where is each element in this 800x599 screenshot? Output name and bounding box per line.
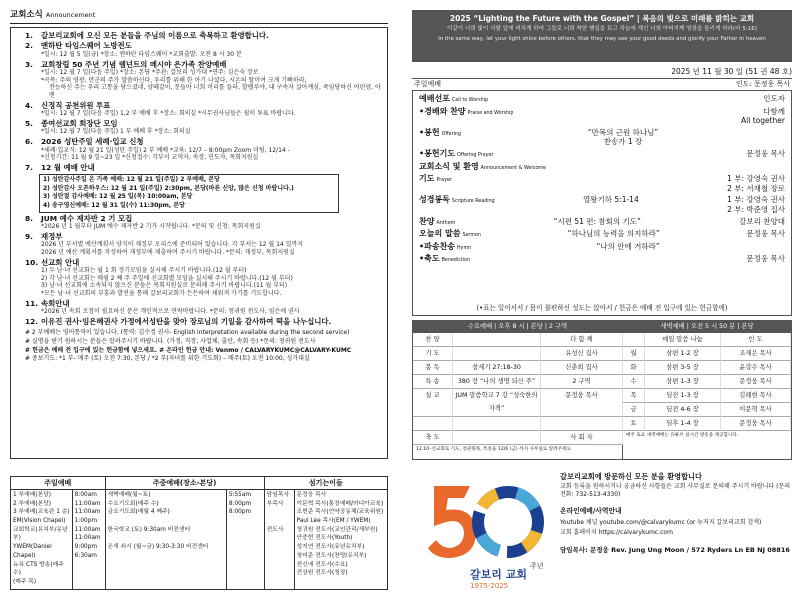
december-schedule-item: 1) 성탄감사주일 온 가족 예배: 12 월 21 일(주일) 2 부예배, 본당	[43, 176, 220, 184]
wednesday-cell: 문정웅 목사	[541, 389, 623, 417]
weekday-service-time	[229, 543, 262, 552]
wednesday-cell: JUM 말씀학교 7 강 “성숙한의 자격”	[453, 389, 541, 417]
anniversary-logo-graphic	[412, 464, 562, 590]
announcement-number: 3.	[25, 59, 33, 69]
announcement-heading	[25, 258, 381, 267]
dawn-cell	[623, 333, 645, 347]
sunday-service-time: 1:00pm	[74, 518, 98, 525]
order-label	[419, 128, 461, 138]
wednesday-note: 12.10–선교회로 기도, 청관원목, 특송을 12/6 (금) 까지 사무실로 알려주세요	[416, 447, 571, 453]
order-leader: 문정웅 목사	[746, 254, 785, 264]
wednesday-cell	[541, 417, 623, 431]
announcement-item	[25, 317, 381, 326]
wednesday-service	[413, 321, 623, 459]
announcement-heading-text: 2026 성탄주일 세례·입교 신청	[41, 137, 144, 147]
order-leader: 다함께 All together	[741, 106, 785, 125]
staff-role	[267, 534, 292, 543]
wednesday-header: 수요예배 | 오후 8 시 | 본당 | 2 구역	[413, 321, 622, 333]
order-label-kr: 교회소식 및 환영	[419, 161, 479, 171]
dawn-cell: 김례현 목사	[721, 389, 791, 403]
announcement-note: # 중보기도: *1 부- 매주 (토) 오전 7:30, 본당 / *2 부(자녀를 위한 기도회) – 매주(토) 오전 10:00, 성가대실	[25, 355, 310, 363]
staff-role	[267, 552, 292, 561]
order-row	[419, 242, 785, 252]
announcement-header	[10, 10, 388, 24]
sunday-service-name: EM(Vision Chapel)	[13, 518, 66, 525]
announcement-heading	[25, 232, 381, 241]
homepage-link[interactable]: 교회 홈페이지 https://calvarykumc.com	[560, 529, 673, 537]
staff-name: 청귀원 전도사(교인관리/새부원)	[296, 526, 378, 533]
announcement-item	[25, 101, 381, 118]
announcement-number: 5.	[25, 119, 33, 128]
order-row	[419, 107, 785, 126]
ministry-header-weekday: 주중예배(장소-본당)	[106, 477, 265, 489]
december-schedule-item: 4) 송구영신예배: 12 월 31 일(수) 11:30pm, 본당	[43, 202, 185, 210]
dawn-cell: 이문혁 목사	[721, 403, 791, 417]
issue-date: 2025 년 11 월 30 일 (51 권 48 호)	[671, 67, 792, 76]
order-label	[419, 254, 470, 264]
announcement-item	[25, 31, 381, 40]
announcement-heading-text: 종여선교회 회장단 모임	[41, 119, 118, 128]
weekday-service-name: 한국학교 (토) 9:30am 비전센터	[107, 526, 191, 533]
announcement-heading	[25, 119, 381, 128]
sunday-service-name: YWEM(Daniel Chapel)	[13, 544, 52, 559]
announcement-item	[25, 258, 381, 297]
order-label-kr: •파송찬송	[419, 241, 456, 251]
order-label-en: Offering Prayer	[457, 153, 494, 159]
announcement-heading	[25, 317, 381, 326]
order-content: “하나님의 능력을 의지하라”	[567, 229, 660, 239]
wednesday-cell	[453, 333, 541, 347]
order-row	[419, 195, 785, 214]
wednesday-cell: 기 도	[413, 347, 453, 361]
order-label-kr: 기도	[419, 174, 435, 184]
order-leader: 문정웅 목사	[746, 149, 785, 159]
announcement-heading	[25, 214, 381, 223]
staff-name: 조현준 목사(언약공동체/교육위원)	[296, 509, 384, 516]
wednesday-cell: 창세기 27:18-30	[453, 361, 541, 375]
announcement-detail: *신청기간: 11 월 9 일~23 일 *신청접수: 각부서 교역자, 속장, 민도자, 목회지원실	[41, 154, 259, 162]
worship-label: 주일예배	[414, 80, 442, 89]
ministry-header-sunday: 주일예배	[11, 477, 106, 489]
announcement-heading-text: 교회창립 50 주년 기념 렘넌트의 메시야 은가족 찬양예배	[41, 59, 227, 69]
banner-verse-en: In the same way, let your light shine before others, that they may see your good deeds and glorify your Father in heaven	[438, 36, 766, 43]
order-leader: 문정웅 목사	[746, 229, 785, 239]
staff-name: 문정웅 목사	[296, 492, 327, 498]
announcement-number: 2.	[25, 41, 33, 51]
announcement-note: # 실명을 받기 원하시는 분들은 알려주시기 바랍니다. (가정, 직장, 사업체, 출산, 속회 등) *문의: 청귀원 전도사	[25, 338, 316, 346]
order-row	[419, 174, 785, 193]
december-schedule	[39, 174, 339, 213]
announcement-heading	[25, 163, 381, 172]
order-label-en: Prayer	[436, 178, 452, 184]
welcome-text: 교회 등록을 원하시거나 궁금하신 사항들은 교회 사무실로 문의해 주시기 바랍니다 (문의전화: 732-513-4330)	[560, 483, 791, 499]
announcement-number: 4.	[25, 100, 33, 110]
announcement-detail: *세례·입교식: 12 월 21 일(성탄 주일) 2 부 예배 *교육: 12/7 – 8:00pm Zoom 미팅, 12/14 -	[41, 146, 290, 154]
order-row	[419, 149, 785, 159]
pastor-address: 담임목사: 문정웅 Rev. Jung Ung Moon / 572 Ryders Ln EB NJ 08816	[560, 545, 790, 554]
staff-name: 성지연 전도사(유년유치부)	[296, 544, 365, 551]
announcement-heading	[25, 31, 381, 40]
announcement-heading-text: 신정직 공천위원 투표	[41, 100, 111, 110]
order-content: “시편 51 편: 참회의 기도”	[553, 216, 641, 226]
dawn-cell: 인 도	[721, 333, 791, 347]
announcement-detail: 2026 년 예산 계획서를 작성하여 재정부에 제출하여 주시기 바랍니다. *문의: 재정부, 목회지원실	[41, 248, 295, 256]
wednesday-cell: 2 구역	[541, 375, 623, 389]
dawn-cell: 삼편 3-5 장	[645, 361, 721, 375]
dawn-cell: 윤강수 목사	[721, 361, 791, 375]
dawn-note: 매주 토요 새벽예배는 유튜브 실시간 방송을 제공합니다.	[626, 433, 739, 439]
order-label-en: Scripture Reading	[451, 199, 495, 205]
order-content: “만복의 근원 하나님” 찬송가 1 장	[587, 127, 659, 147]
announcement-detail: *곡목: 주의 영광, 만군의 주가 말씀하신다, 우리를 위해 한 아기 나셨다, 시온의 딸이여 크게 기뻐하라,	[41, 76, 307, 84]
announcement-detail: *2026 년 1 월부터 JUM 예수 제자반 2 기가 시작됩니다. *문의 및 신청: 목회지원실	[41, 223, 261, 231]
order-label	[419, 229, 481, 239]
order-label-kr: •봉헌	[419, 127, 440, 137]
announcement-detail: *2026 년 속회 조정이 필요하신 분은 개인적으로 연락바랍니다. *문의: 청귀원 전도사, 임은애 권사	[41, 308, 300, 316]
order-label-en: Praise and Worship	[467, 110, 514, 116]
dawn-cell: 딤전 4-6 장	[645, 403, 721, 417]
order-leader: 1 부: 강영숙 권사 2 부: 서재철 장로	[727, 174, 785, 193]
sunday-service-name: (매주 목)	[13, 578, 37, 585]
announcement-detail: *모든 남·녀 선교회의 부흥과 발전을 통해 갈보리교회가 든든하여 세워져 가기를 기도합니다.	[41, 289, 282, 297]
weekday-service-name: 온새 쇠시 (월~금) 9:30-3:30 비전센터	[107, 544, 209, 551]
order-label	[419, 217, 455, 227]
wednesday-cell: 신춘희 집사	[541, 361, 623, 375]
order-label-en: Anthem	[436, 220, 456, 226]
wednesday-cell	[453, 347, 541, 361]
dawn-service	[623, 321, 791, 459]
order-label-kr: 찬양	[419, 216, 435, 226]
wednesday-cell: 다 함 께	[541, 333, 623, 347]
december-schedule-item: 2) 성탄감사 오픈하우스: 12 월 21 일(주일) 2:30pm, 본당(바른 신앙, 많은 신청 바랍니다.)	[43, 184, 294, 192]
order-leader: 1 부: 강영숙 권사 2 부: 박준영 집사	[727, 195, 785, 214]
announcement-item	[25, 41, 381, 58]
sunday-times	[73, 490, 106, 589]
ministry-header-staff: 섬기는이들	[308, 479, 343, 487]
order-label-en: Announcement & Welcome	[480, 165, 546, 171]
service-tables	[412, 320, 792, 460]
staff-role	[267, 517, 292, 526]
announcement-detail: *일시: 12 월 7 일(다음 주일) *장소: 본당 *주관: 갈보리 성가대 *연주: 김은숙 장로	[41, 69, 259, 77]
sunday-service-time: 11:00am	[74, 509, 101, 516]
order-label-en: Hymn	[457, 245, 472, 251]
dawn-cell: 수	[623, 375, 645, 389]
worship-leader: 인도: 문정웅 목사	[735, 80, 790, 89]
staff-name: 이문혁 목사(통장예배/러디아교육)	[296, 500, 384, 507]
weekday-service-name	[108, 534, 224, 543]
announcement-title-en: Announcement	[45, 11, 96, 19]
order-row	[419, 128, 785, 147]
order-footnote: (•표는 일어서서 / 몸이 불편하신 성도는 앉아서 / 헌금은 예배 전 입구에 있는 헌금함에)	[476, 303, 728, 312]
staff-role: 부목사	[266, 500, 284, 507]
order-label-kr: 오늘의 말씀	[419, 229, 461, 239]
sunday-service-name: 1 부예배(본당)	[13, 492, 52, 498]
staff-role	[267, 561, 292, 570]
online-title: 온라인예배/사역안내	[560, 507, 622, 516]
announcement-number: 12.	[25, 317, 39, 327]
announcement-title: 교회소식	[10, 10, 43, 20]
order-label	[419, 149, 493, 159]
wednesday-cell	[413, 417, 453, 431]
sunday-service-name: 2 부예배(본당)	[13, 500, 52, 507]
order-label-kr: •축도	[419, 254, 440, 264]
announcement-heading-text: JUM 예수 제자반 2 기 모집	[41, 213, 133, 223]
sunday-service-name: 뉴욕 CTS 방송(매주 수)	[13, 561, 64, 577]
weekday-service-time	[229, 517, 262, 526]
order-label	[419, 94, 488, 104]
staff-name: Paul Lee 목사(EM / YWEM)	[296, 518, 371, 525]
wednesday-cell: 유성신 집사	[541, 347, 623, 361]
announcement-heading-text: 속회안내	[41, 298, 70, 308]
order-row	[419, 229, 785, 239]
dawn-cell: 문정웅 목사	[721, 375, 791, 389]
dawn-cell: 화	[623, 361, 645, 375]
announcement-heading-text: 선교회 안내	[41, 257, 80, 267]
staff-name: 전신애 전도사(수요)	[296, 561, 348, 568]
announcement-detail: 3) 남·녀 선교회에 소속되지 않으신 분들은 목회지원실로 문의해 주시기 바랍니다.(11 월 부터)	[41, 282, 288, 290]
weekday-service-time: 8:00pm	[228, 509, 252, 516]
banner-verse-kr: 이같이 너희 빛이 사람 앞에 비치게 하여 그들로 너희 착한 행실을 보고 하늘에 계신 너희 아버지께 영광을 돌리게 하라(마 5:16)	[446, 26, 758, 33]
order-label-kr: •봉헌기도	[419, 149, 456, 159]
announcement-item	[25, 60, 381, 99]
staff-names	[295, 490, 387, 589]
announcement-heading-text: 재정부	[41, 232, 63, 242]
announcement-heading	[25, 137, 381, 146]
order-label	[419, 242, 471, 252]
order-leader: 인도자	[763, 94, 785, 104]
order-label-en: Offering	[441, 131, 461, 137]
worship-header	[412, 78, 792, 91]
welcome-title: 갈보리교회에 방문하신 모든 분을 환영합니다	[560, 472, 702, 481]
order-label	[419, 107, 513, 117]
announcement-heading-text: 갈보리교회에 오신 모든 분들을 주님의 이름으로 축복하고 환영합니다.	[41, 30, 269, 40]
announcement-detail: 1) 두 남·녀 선교회는 월 1 회 정기모임을 실시해 주시기 바랍니다.(12 월 부터)	[41, 267, 247, 275]
staff-role	[267, 543, 292, 552]
announcement-item	[25, 232, 381, 256]
sunday-service-time: 9:00pm	[74, 544, 98, 551]
wednesday-cell: 찬 양	[413, 333, 453, 347]
staff-name: 안중현 전도사(Youth)	[296, 535, 353, 542]
staff-role	[267, 508, 292, 517]
wednesday-cell	[453, 431, 541, 445]
order-label-en: Sermon	[462, 233, 481, 239]
sunday-service-name: 3 부예배(교육관 1 층)	[13, 509, 70, 516]
wednesday-cell: 사 회 자	[541, 431, 623, 445]
order-row	[419, 254, 785, 264]
bulletin-front-page	[412, 10, 792, 590]
announcement-detail: 전능하신 주는 우리 고통을 당으셨네, 양떼같이, 문들아 너희 머리를 들라, 할렐루야, 내 구속자 살아계심, 죽임당하신 어린양, 아멘	[49, 84, 381, 99]
dawn-cell: 삼편 1-3 장	[645, 375, 721, 389]
sunday-service-name: 교회학교(유치부/유년부)	[13, 526, 68, 542]
order-label-en: Call to Worship	[451, 98, 489, 104]
announcement-detail: 2026 년 부서별 예산계획서 양식이 재정부 오피스에 준비되어 있습니다. 각 부서는 12 월 14 일까지	[41, 241, 304, 249]
announcement-list	[10, 27, 388, 459]
sunday-service-time: 11:00am	[74, 535, 101, 542]
dawn-cell: 딤전 1-3 장	[645, 389, 721, 403]
weekday-services	[106, 490, 227, 589]
wednesday-cell: 특 송	[413, 375, 453, 389]
logo-years: 1975-2025	[470, 582, 509, 590]
announcement-number: 8.	[25, 213, 33, 223]
weekday-service-time: 8:00pm	[228, 500, 252, 507]
announcement-item	[25, 163, 381, 172]
weekday-service-time	[229, 526, 262, 535]
banner-title: 2025 “Lighting the Future with the Gospel” | 복음의 빛으로 미래를 밝히는 교회	[449, 14, 755, 23]
weekday-service-name: 수요기도회(매주 수)	[107, 500, 159, 507]
staff-name: 청미준 전도사(찬양/유치부)	[296, 552, 367, 559]
wednesday-cell: 봉 독	[413, 361, 453, 375]
dawn-cell: 매일 말씀 나눔	[645, 333, 721, 347]
dawn-cell: 삼편 1-2 장	[645, 347, 721, 361]
announcement-notes	[25, 329, 381, 364]
sunday-service-time: 11:00am	[74, 500, 101, 507]
dawn-cell: 월	[623, 347, 645, 361]
order-label	[419, 162, 546, 172]
order-leader: 갈보리 찬양대	[739, 216, 785, 226]
order-of-worship	[412, 91, 792, 316]
announcement-heading	[25, 60, 381, 69]
announcement-detail: *일시: 12 월 7 일(다음 주일) 1,2 부 예배 후 *장소: 회의실 *시무권사님들은 필히 투표 바랍니다.	[41, 109, 296, 117]
wednesday-cell: 380 장 “나의 생명 되신 주”	[453, 375, 541, 389]
dawn-header: 새벽예배 | 오전 5 시 50 분 | 본당	[623, 321, 791, 333]
announcement-item	[25, 299, 381, 316]
order-label	[419, 195, 495, 205]
staff-roles	[265, 490, 295, 589]
weekday-service-name: 새벽예배(월~토)	[107, 492, 151, 498]
announcement-detail: *일시: 12 월 5 일(금) *장소: 맨하탄 타임스퀘어 *교회출발: 오전 8 시 30 분	[41, 50, 242, 58]
announcement-detail: 2) 각 남·녀 선교회는 매월 2 째 주 주일에 선교회별 모임을 실시해 주시기 바랍니다.(12 월 부터)	[41, 274, 293, 282]
announcement-item	[25, 137, 381, 161]
weekday-service-name	[108, 517, 224, 526]
announcement-number: 6.	[25, 137, 33, 147]
order-row	[419, 217, 785, 227]
order-label-kr: 예배선포	[419, 94, 450, 104]
dawn-cell: 토	[623, 417, 645, 431]
weekday-times	[227, 490, 265, 589]
weekday-service-name: 금요기도회(매월 4 째주)	[107, 509, 170, 516]
wednesday-cell: 설 교	[413, 389, 453, 417]
youtube-link[interactable]: Youtube 채널 youtube.com/@calvarykumc (or 뉴저지 갈보리교회 검색)	[560, 518, 762, 526]
order-label-kr: •경배와 찬양	[419, 106, 466, 116]
announcement-number: 7.	[25, 163, 33, 173]
announcement-item	[25, 214, 381, 231]
announcement-heading	[25, 299, 381, 308]
order-label-en: Benediction	[441, 258, 471, 264]
sunday-services	[11, 490, 73, 589]
dawn-cell: 목	[623, 389, 645, 403]
announcement-number: 10.	[25, 257, 39, 267]
announcement-page	[10, 10, 388, 590]
sunday-service-time: 11:00am	[74, 526, 101, 533]
ministry-table	[10, 476, 388, 590]
dawn-cell: 금	[623, 403, 645, 417]
announcement-heading	[25, 41, 381, 50]
anniversary-logo	[412, 464, 562, 590]
staff-role: 담임목사	[266, 492, 290, 498]
theme-banner	[412, 10, 792, 62]
announcement-heading	[25, 101, 381, 110]
staff-role	[267, 569, 292, 578]
announcement-heading-text: 이유진 권사·임은혜권사 가정에서성탄을 맞아 장로님의 기일을 감사하여 떡을 나누십니다.	[41, 317, 332, 327]
dawn-cell: 딤후 1-4 장	[645, 417, 721, 431]
welcome-info	[560, 472, 792, 554]
announcement-detail: *일시: 12 월 7 일(다음 주일) 1 부 예배 후 *장소: 회의실	[41, 128, 191, 136]
wednesday-cell	[453, 417, 541, 431]
order-row	[419, 94, 785, 104]
dawn-cell: 조재은 목사	[721, 347, 791, 361]
wednesday-cell: 축 도	[413, 431, 453, 445]
logo-church: 갈보리 교회	[470, 568, 527, 581]
sunday-service-time: 8:00am	[74, 492, 97, 498]
logo-word: 주년	[530, 562, 544, 570]
announcement-note: # 헌금은 예배 전 입구에 있는 헌금함에 넣으세요. # 온라인 헌금 안내: Venmo / CALVARYKUMC@CALVARY-KUMC	[25, 346, 352, 354]
december-schedule-item: 3) 성탄절 감사예배: 12 월 25 일(목) 10:00am, 본당	[43, 193, 193, 201]
announcement-heading-text: 맨하탄 타임스퀘어 노방전도	[41, 41, 132, 51]
order-content: “나의 안에 거하라”	[596, 241, 660, 251]
order-row	[419, 162, 785, 172]
order-label-kr: 성경봉독	[419, 195, 450, 205]
announcement-number: 11.	[25, 298, 39, 308]
announcement-number: 9.	[25, 232, 33, 242]
staff-name: 전상원 전도사(청장)	[296, 570, 348, 577]
announcement-number: 1.	[25, 30, 33, 40]
order-content: 열왕기하 5:1-14	[583, 195, 639, 205]
weekday-service-time	[229, 534, 262, 543]
announcement-item	[25, 119, 381, 136]
announcement-heading-text: 12 월 예배 안내	[41, 163, 95, 173]
dawn-cell: 문정웅 목사	[721, 417, 791, 431]
staff-role: 전도사	[266, 526, 284, 533]
sunday-service-time: 6:30am	[74, 552, 97, 559]
announcement-note: # 2 부예배는 영어통역이 있습니다. (통역: 김수정 권사- English interpretation available during the second service)	[25, 329, 350, 337]
order-label	[419, 174, 452, 184]
weekday-service-time: 5:55am	[228, 492, 252, 498]
